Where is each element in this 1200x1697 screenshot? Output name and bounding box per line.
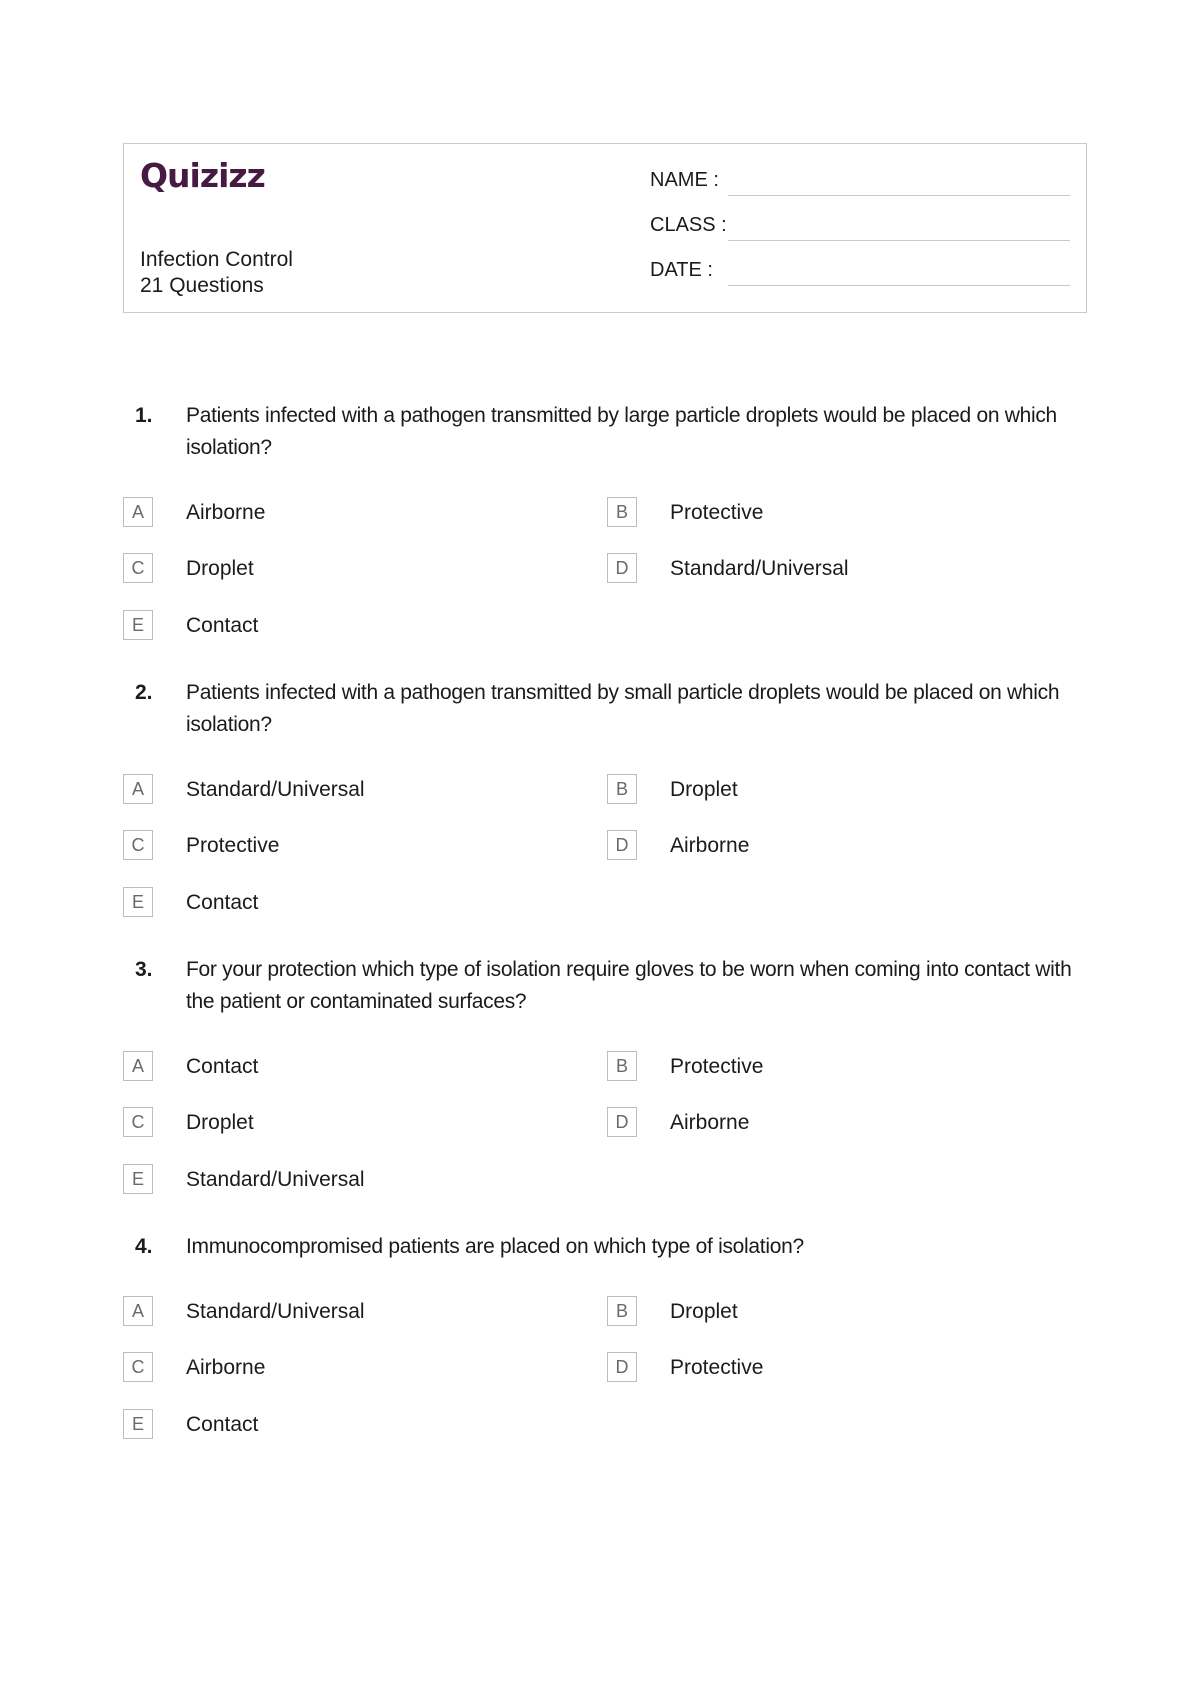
option-letter-box[interactable]: A [123, 774, 153, 804]
option-text: Standard/Universal [186, 1300, 365, 1323]
quizizz-logo: Quizizz [140, 156, 265, 195]
question-text: Immunocompromised patients are placed on which type of isolation? [186, 1235, 804, 1258]
option-letter-box[interactable]: A [123, 497, 153, 527]
option-text: Droplet [186, 1111, 254, 1134]
question-text: Patients infected with a pathogen transmitted by small particle droplets would be placed on which isolation? [186, 681, 1060, 736]
class-line[interactable] [728, 240, 1070, 241]
option-letter-box[interactable]: D [607, 1107, 637, 1137]
question-number: 3. [135, 958, 153, 981]
option-text: Protective [670, 1356, 764, 1379]
name-label: NAME : [650, 169, 719, 191]
name-line[interactable] [728, 195, 1070, 196]
option-letter-box[interactable]: C [123, 830, 153, 860]
option-letter-box[interactable]: E [123, 610, 153, 640]
option-letter-box[interactable]: D [607, 1352, 637, 1382]
quiz-title: Infection Control [140, 248, 293, 271]
date-line[interactable] [728, 285, 1070, 286]
option-letter-box[interactable]: A [123, 1051, 153, 1081]
question-number: 2. [135, 681, 153, 704]
option-letter-box[interactable]: B [607, 774, 637, 804]
question-count: 21 Questions [140, 274, 264, 297]
option-text: Standard/Universal [670, 557, 849, 580]
name-field[interactable] [650, 162, 1070, 196]
question-text: Patients infected with a pathogen transmitted by large particle droplets would be placed on which isolation? [186, 404, 1057, 459]
question-number: 1. [135, 404, 153, 427]
question-number: 4. [135, 1235, 153, 1258]
option-text: Droplet [186, 557, 254, 580]
option-letter-box[interactable]: E [123, 1409, 153, 1439]
option-text: Contact [186, 1055, 259, 1078]
option-text: Standard/Universal [186, 778, 365, 801]
option-letter-box[interactable]: B [607, 1296, 637, 1326]
option-text: Droplet [670, 1300, 738, 1323]
option-letter-box[interactable]: B [607, 497, 637, 527]
option-text: Contact [186, 891, 259, 914]
option-letter-box[interactable]: E [123, 887, 153, 917]
option-text: Protective [670, 1055, 764, 1078]
date-field[interactable] [650, 252, 1070, 286]
option-letter-box[interactable]: A [123, 1296, 153, 1326]
question-text: For your protection which type of isolation require gloves to be worn when coming into contact with the patient or contaminated surfaces? [186, 958, 1072, 1013]
option-letter-box[interactable]: E [123, 1164, 153, 1194]
option-text: Airborne [186, 501, 266, 524]
option-text: Protective [186, 834, 280, 857]
option-text: Contact [186, 614, 259, 637]
class-label: CLASS : [650, 214, 727, 236]
option-letter-box[interactable]: C [123, 1352, 153, 1382]
option-text: Airborne [186, 1356, 266, 1379]
option-letter-box[interactable]: D [607, 830, 637, 860]
option-text: Droplet [670, 778, 738, 801]
option-text: Airborne [670, 834, 750, 857]
option-text: Airborne [670, 1111, 750, 1134]
option-text: Protective [670, 501, 764, 524]
date-label: DATE : [650, 259, 713, 281]
option-letter-box[interactable]: C [123, 553, 153, 583]
class-field[interactable] [650, 207, 1070, 241]
option-letter-box[interactable]: D [607, 553, 637, 583]
option-letter-box[interactable]: B [607, 1051, 637, 1081]
option-text: Standard/Universal [186, 1168, 365, 1191]
worksheet-header [123, 143, 1087, 313]
option-text: Contact [186, 1413, 259, 1436]
option-letter-box[interactable]: C [123, 1107, 153, 1137]
